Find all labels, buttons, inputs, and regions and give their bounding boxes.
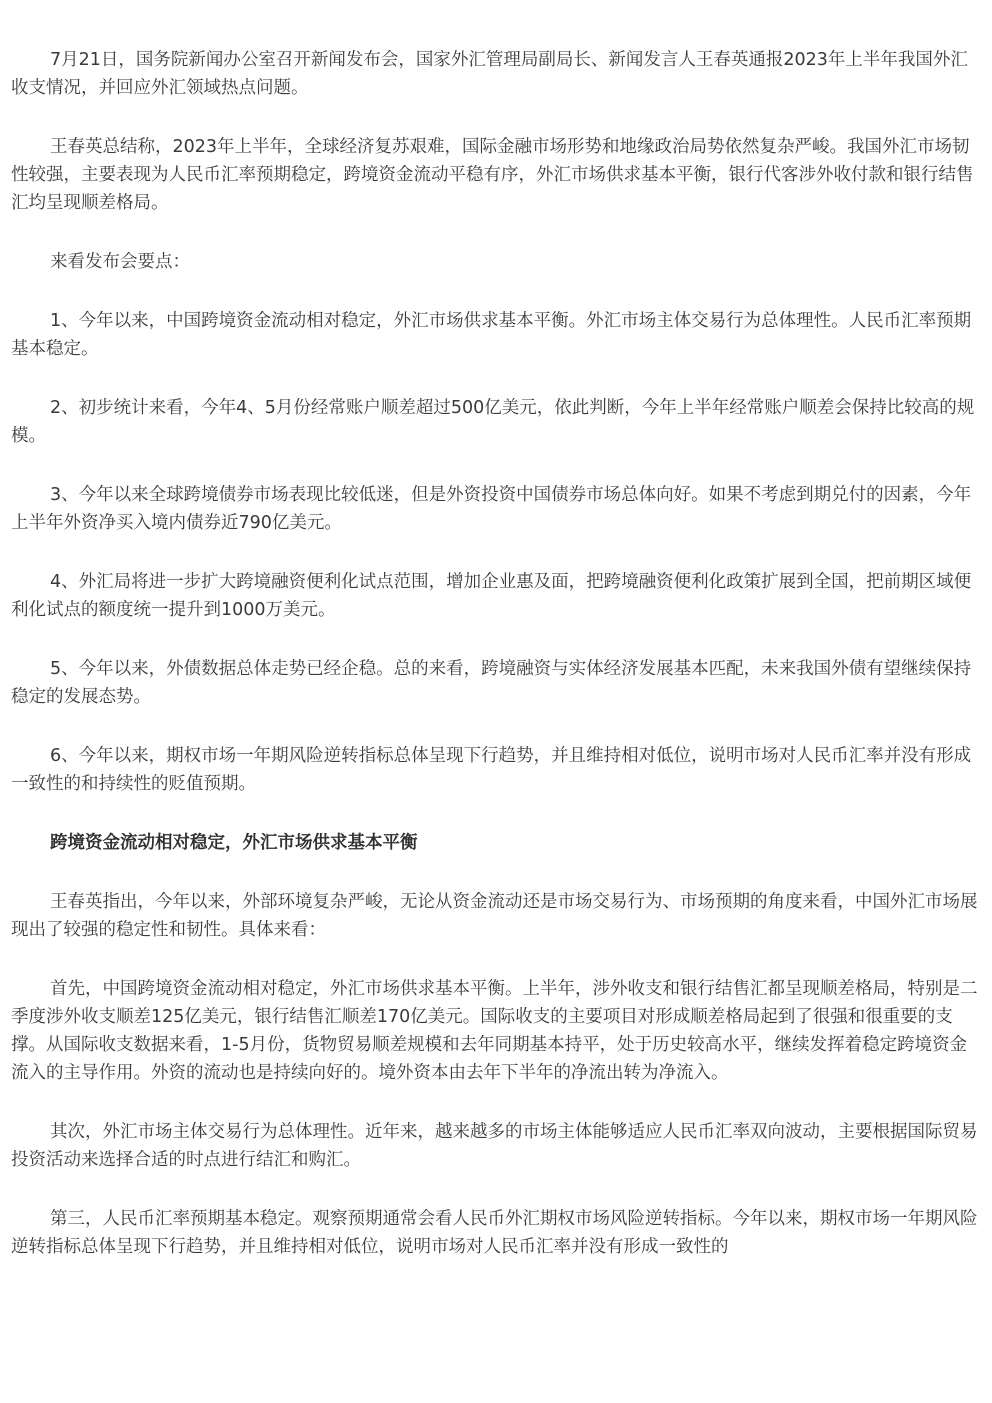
intro-paragraph: 7月21日，国务院新闻办公室召开新闻发布会，国家外汇管理局副局长、新闻发言人王春英通报2023年上半年我国外汇收支情况，并回应外汇领域热点问题。 (11, 50, 968, 98)
key-point-5: 5、今年以来，外债数据总体走势已经企稳。总的来看，跨境融资与实体经济发展基本匹配，未来我国外债有望继续保持稳定的发展态势。 (11, 659, 972, 707)
second-point-paragraph: 其次，外汇市场主体交易行为总体理性。近年来，越来越多的市场主体能够适应人民币汇率双向波动，主要根据国际贸易投资活动来选择合适的时点进行结汇和购汇。 (11, 1122, 978, 1170)
key-point-3: 3、今年以来全球跨境债券市场表现比较低迷，但是外资投资中国债券市场总体向好。如果不考虑到期兑付的因素，今年上半年外资净买入境内债券近790亿美元。 (11, 485, 972, 533)
section-intro-paragraph: 王春英指出，今年以来，外部环境复杂严峻，无论从资金流动还是市场交易行为、市场预期的角度来看，中国外汇市场展现出了较强的稳定性和韧性。具体来看： (11, 892, 978, 940)
first-point-paragraph: 首先，中国跨境资金流动相对稳定，外汇市场供求基本平衡。上半年，涉外收支和银行结售汇都呈现顺差格局，特别是二季度涉外收支顺差125亿美元，银行结售汇顺差170亿美元。国际收支的主要项目对形成顺差格局起到了很强和很重要的支撑。从国际收支数据来看，1-5月份，货物贸易顺差规模和去年同期基本持平，处于历史较高水平，继续发挥着稳定跨境资金流入的主导作用。外资的流动也是持续向好的。境外资本由去年下半年的净流出转为净流入。 (11, 979, 978, 1083)
key-point-2: 2、初步统计来看，今年4、5月份经常账户顺差超过500亿美元，依此判断，今年上半年经常账户顺差会保持比较高的规模。 (11, 398, 975, 446)
summary-paragraph: 王春英总结称，2023年上半年，全球经济复苏艰难，国际金融市场形势和地缘政治局势依然复杂严峻。我国外汇市场韧性较强，主要表现为人民币汇率预期稳定，跨境资金流动平稳有序，外汇市场供求基本平衡，银行代客涉外收付款和银行结售汇均呈现顺差格局。 (11, 137, 974, 213)
key-point-4: 4、外汇局将进一步扩大跨境融资便利化试点范围，增加企业惠及面，把跨境融资便利化政策扩展到全国，把前期区域便利化试点的额度统一提升到1000万美元。 (11, 572, 972, 620)
third-point-paragraph: 第三，人民币汇率预期基本稳定。观察预期通常会看人民币外汇期权市场风险逆转指标。今年以来，期权市场一年期风险逆转指标总体呈现下行趋势，并且维持相对低位，说明市场对人民币汇率并没有形成一致性的 (11, 1209, 978, 1257)
key-point-1: 1、今年以来，中国跨境资金流动相对稳定，外汇市场供求基本平衡。外汇市场主体交易行为总体理性。人民币汇率预期基本稳定。 (11, 311, 972, 359)
section-heading: 跨境资金流动相对稳定，外汇市场供求基本平衡 (50, 833, 418, 853)
key-point-6: 6、今年以来，期权市场一年期风险逆转指标总体呈现下行趋势，并且维持相对低位，说明市场对人民币汇率并没有形成一致性的和持续性的贬值预期。 (11, 746, 972, 794)
key-points-intro: 来看发布会要点： (50, 252, 190, 272)
